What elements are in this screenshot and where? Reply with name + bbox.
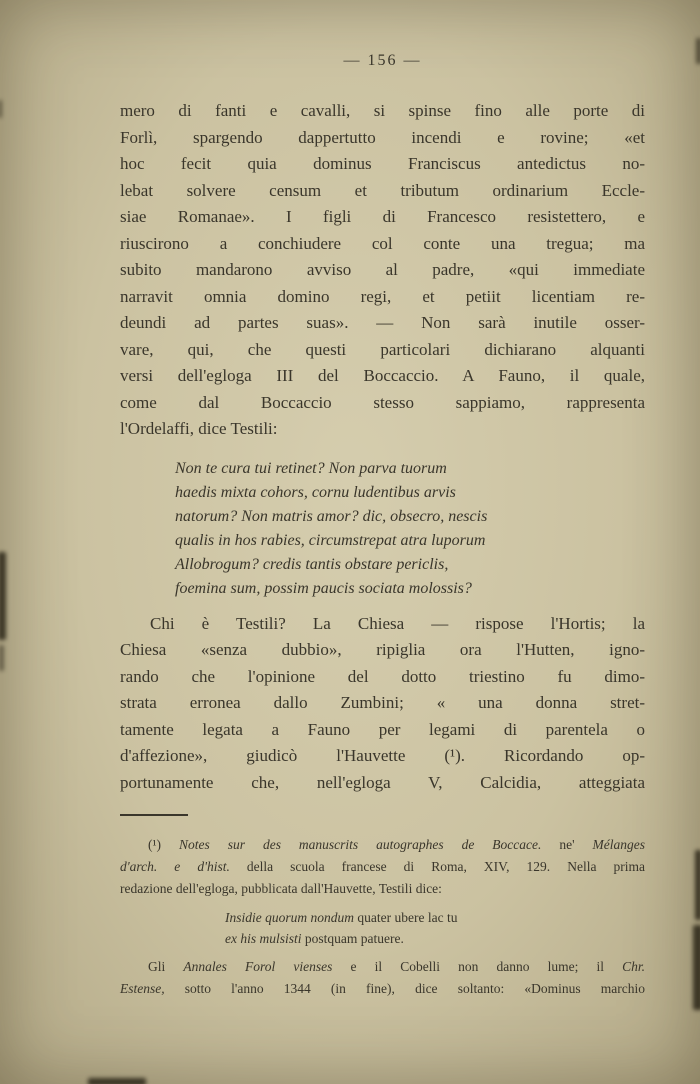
text-line	[120, 956, 645, 978]
text-line	[225, 907, 645, 928]
text-line: Chiesa «senza dubbio», ripiglia ora l'Hutten, igno-	[120, 640, 645, 659]
footnote-2	[120, 956, 645, 1000]
italic-text: Chr.	[622, 959, 645, 974]
text-segment: postquam patuere.	[304, 931, 404, 946]
page-number: — 156 —	[343, 52, 422, 69]
text-segment: ne'	[541, 837, 593, 852]
text-segment: sotto l'anno 1344 (in fine), dice soltanto: «Dominus marchio	[164, 981, 645, 996]
scan-artifact	[696, 38, 700, 64]
text-line: riuscirono a conchiudere col conte una tregua; ma	[120, 233, 645, 253]
text-line: lebat solvere censum et tributum ordinarium Eccle-	[120, 180, 645, 200]
text-line: Chi è Testili? La Chiesa — rispose l'Hortis; la	[150, 613, 645, 633]
text-line: l'Ordelaffi, dice Testili:	[120, 419, 278, 438]
text-line: d'affezione», giudicò l'Hauvette (¹). Ricordando op-	[120, 746, 645, 765]
footnote-verse	[225, 907, 645, 949]
text-line: natorum? Non matris amor? dic, obsecro, nescis	[175, 507, 488, 525]
italic-text: Mélanges	[592, 837, 645, 852]
paragraph-1	[120, 98, 645, 443]
text-line: tamente legata a Fauno per legami di parentela o	[120, 719, 645, 739]
text-segment: Gli	[148, 959, 184, 974]
scan-artifact	[0, 552, 6, 640]
text-line: hoc fecit quia dominus Franciscus antedictus no-	[120, 154, 645, 173]
text-line: narravit omnia domino regi, et petiit licentiam re-	[120, 286, 645, 306]
text-line	[120, 878, 645, 900]
text-line: haedis mixta cohors, cornu ludentibus arvis	[175, 483, 456, 501]
text-line: versi dell'egloga III del Boccaccio. A Fauno, il quale,	[120, 366, 645, 385]
text-line: Allobrogum? credis tantis obstare periclis,	[175, 555, 449, 573]
text-line: vare, qui, che questi particolari dichiarano alquanti	[120, 339, 645, 359]
text-line: qualis in hos rabies, circumstrepat atra luporum	[175, 531, 486, 549]
scan-artifact	[0, 100, 2, 118]
text-segment: e il Cobelli non danno lume; il	[332, 959, 623, 974]
text-segment: della scuola francese di Roma, XIV, 129. Nella prima	[229, 859, 645, 874]
latin-verse	[175, 457, 645, 601]
text-segment: (¹)	[148, 837, 180, 852]
text-line	[120, 856, 645, 878]
text-line	[120, 834, 645, 856]
text-line: mero di fanti e cavalli, si spinse fino alle porte di	[120, 101, 645, 120]
italic-text: ex his mulsisti	[225, 931, 305, 946]
scan-artifact	[693, 925, 700, 1010]
text-line: deundi ad partes suas». — Non sarà inutile osser-	[120, 313, 645, 332]
italic-text: Insidie quorum nondum	[225, 910, 358, 925]
text-line: portunamente che, nell'egloga V, Calcidia, atteggiata	[120, 772, 645, 792]
text-line: Forlì, spargendo dappertutto incendi e rovine; «et	[120, 127, 645, 147]
text-line	[120, 978, 645, 1000]
scan-artifact	[88, 1078, 146, 1084]
page-content	[120, 52, 645, 1000]
text-line: subito mandarono avviso al padre, «qui immediate	[120, 260, 645, 279]
text-line: Non te cura tui retinet? Non parva tuorum	[175, 459, 447, 477]
scan-artifact	[695, 850, 700, 920]
italic-text: d'arch. e d'hist.	[120, 859, 230, 874]
text-line: foemina sum, possim paucis sociata molossis?	[175, 579, 472, 597]
text-line: siae Romanae». I figli di Francesco resistettero, e	[120, 207, 645, 226]
text-line	[225, 928, 645, 949]
scan-artifact	[0, 645, 4, 671]
italic-text: Annales Forol vienses	[183, 959, 333, 974]
text-segment: quater ubere lac tu	[357, 910, 458, 925]
text-line: rando che l'opinione del dotto triestino fu dimo-	[120, 666, 645, 686]
footnote-rule	[120, 814, 188, 816]
text-segment: redazione dell'egloga, pubblicata dall'Hauvette, Testili dice:	[120, 881, 442, 896]
italic-text: Notes sur des manuscrits autographes de Boccace.	[179, 837, 542, 852]
text-line: strata erronea dallo Zumbini; « una donna stret-	[120, 693, 645, 712]
footnote-1	[120, 834, 645, 900]
italic-text: Estense,	[120, 981, 165, 996]
text-line: come dal Boccaccio stesso sappiamo, rappresenta	[120, 392, 645, 412]
paragraph-2	[120, 611, 645, 797]
